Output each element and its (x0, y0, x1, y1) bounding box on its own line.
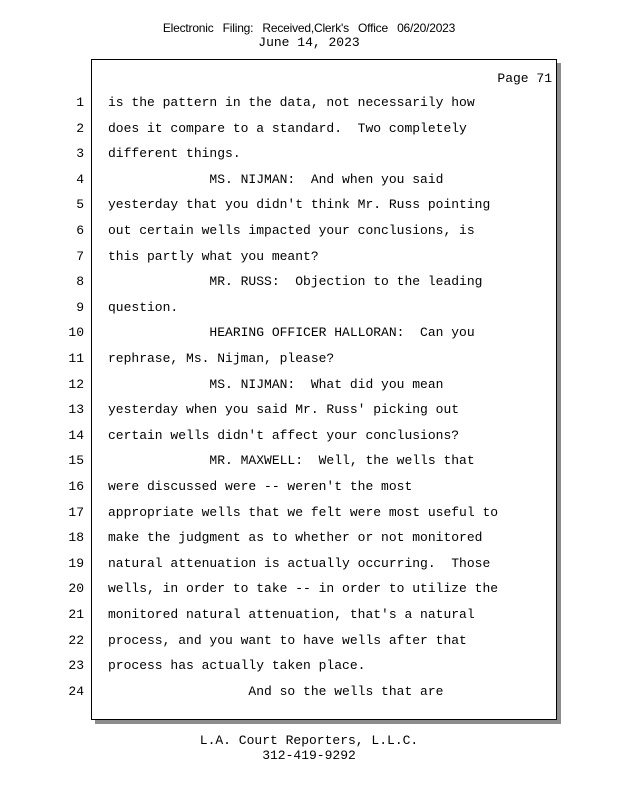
line-number: 23 (68, 658, 84, 673)
transcript-line: MS. NIJMAN: What did you mean (108, 377, 444, 392)
line-number: 10 (68, 325, 84, 340)
line-number: 11 (68, 351, 84, 366)
line-number: 17 (68, 505, 84, 520)
transcript-line: is the pattern in the data, not necessarily how (108, 95, 475, 110)
court-reporter-phone: 312-419-9292 (262, 748, 356, 763)
transcript-line: wells, in order to take -- in order to utilize the (108, 581, 499, 596)
transcript-line: appropriate wells that we felt were most useful to (108, 505, 499, 520)
transcript-line: make the judgment as to whether or not monitored (108, 530, 483, 545)
line-number: 9 (76, 300, 84, 315)
line-number: 13 (68, 402, 84, 417)
line-number: 19 (68, 556, 84, 571)
transcript-line: MS. NIJMAN: And when you said (108, 172, 444, 187)
line-number: 1 (76, 95, 84, 110)
transcript-line: natural attenuation is actually occurring. Those (108, 556, 491, 571)
line-number: 4 (76, 172, 84, 187)
line-number: 2 (76, 121, 84, 136)
filing-stamp: Electronic Filing: Received,Clerk's Office 06/20/2023 (162, 21, 456, 35)
line-number: 5 (76, 197, 84, 212)
line-number: 20 (68, 581, 84, 596)
transcript-line: monitored natural attenuation, that's a natural (108, 607, 475, 622)
hearing-date: June 14, 2023 (258, 35, 360, 50)
transcript-line: MR. RUSS: Objection to the leading (108, 274, 483, 289)
transcript-line: this partly what you meant? (108, 249, 319, 264)
line-number: 14 (68, 428, 84, 443)
line-number: 6 (76, 223, 84, 238)
line-number: 24 (68, 684, 84, 699)
transcript-line: yesterday that you didn't think Mr. Russ pointing (108, 197, 491, 212)
transcript-line: does it compare to a standard. Two completely (108, 121, 467, 136)
court-reporter-name: L.A. Court Reporters, L.L.C. (199, 733, 419, 748)
transcript-line: question. (108, 300, 179, 315)
transcript-line: were discussed were -- weren't the most (108, 479, 413, 494)
page-number: Page 71 (497, 71, 552, 86)
transcript-line: certain wells didn't affect your conclusions? (108, 428, 460, 443)
line-number: 22 (68, 633, 84, 648)
transcript-line: different things. (108, 146, 241, 161)
line-number: 7 (76, 249, 84, 264)
line-number: 15 (68, 453, 84, 468)
transcript-line: process has actually taken place. (108, 658, 366, 673)
transcript-line: And so the wells that are (108, 684, 444, 699)
transcript-line: process, and you want to have wells after that (108, 633, 467, 648)
line-number: 3 (76, 146, 84, 161)
line-number: 16 (68, 479, 84, 494)
transcript-line: yesterday when you said Mr. Russ' picking out (108, 402, 460, 417)
line-number: 12 (68, 377, 84, 392)
line-number: 8 (76, 274, 84, 289)
line-number: 21 (68, 607, 84, 622)
transcript-line: MR. MAXWELL: Well, the wells that (108, 453, 475, 468)
transcript-line: rephrase, Ms. Nijman, please? (108, 351, 335, 366)
footer (0, 733, 618, 763)
transcript-line: HEARING OFFICER HALLORAN: Can you (108, 325, 475, 340)
line-number: 18 (68, 530, 84, 545)
transcript-line: out certain wells impacted your conclusions, is (108, 223, 475, 238)
